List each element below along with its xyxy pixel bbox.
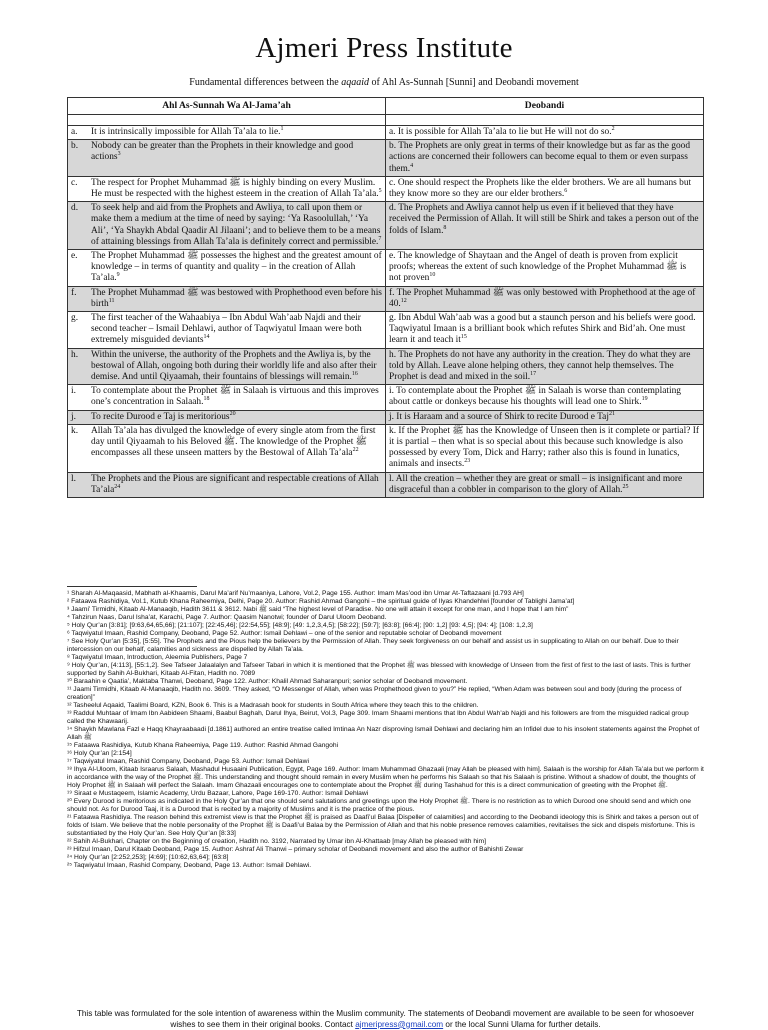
footnotes [67, 590, 704, 870]
item-letter: g. [71, 313, 79, 324]
footnote-item: ⁸ Taqwiyatul Imaan, Introduction, Aleemia Publishers, Page 7 [67, 654, 248, 661]
table-row [68, 176, 704, 201]
footnote-ref[interactable]: 16 [351, 370, 358, 377]
sunni-belief-cell [68, 126, 386, 140]
footnote-item: ² Fataawa Rashidiya, Vol.1, Kutub Khana Raheemiya, Delhi, Page 20. Author: Rashid Ahmad Gangohi – the spiritual guide of Ilyas Khandehlwi [founder of Tablighi Jama’at] [67, 598, 575, 605]
footnote-item: ¹⁸ Ihya Al-Uloom, Kitaab Israarus Salaah, Mashadul Husaaini Publication, Egypt, Page 169. Author: Imam Muhammad Ghazaali [may Allah be pleased with him]. Salaah is the worship for Allah Ta’ala but we perform it in accordance with the way of the Prophet ﷺ. This understanding and thought should remain in every Muslim when he performs his Salaah so that his Salaah is pristine. Without a shadow of doubt, the thoughts of Holy Prophet ﷺ in Salaah will perfect the Salaah. Imam Ghazaali encourages one to contemplate about the Prophet ﷺ during Tashahud for this is a direct communication of greeting with the Prophet ﷺ. [67, 766, 704, 789]
sunni-belief-cell [68, 424, 386, 472]
deobandi-belief-cell [386, 385, 704, 410]
table-row [68, 312, 704, 349]
table-row [68, 286, 704, 311]
table-row [68, 250, 704, 287]
footnote-item: ¹⁶ Holy Qur’an [2:154] [67, 750, 132, 757]
sunni-belief-text: To contemplate about the Prophet ﷺ in Salaah is virtuous and this improves one’s concentration in Salaah. [91, 386, 379, 408]
sunni-belief-text: The respect for Prophet Muhammad ﷺ is highly binding on every Muslim. He must be respected with the highest esteem in the creation of Allah Ta’ala. [91, 177, 379, 200]
footnote-ref[interactable]: 11 [108, 297, 115, 304]
item-letter: a. [71, 127, 78, 137]
footnote-ref[interactable]: 19 [641, 396, 648, 403]
footnote-ref[interactable]: 22 [352, 447, 359, 454]
sunni-belief-text: It is intrinsically impossible for Allah Ta’ala to lie. [91, 127, 281, 137]
deobandi-belief-cell [386, 126, 704, 140]
footnote-item: ²⁰ Every Durood is meritorious as indicated in the Holy Qur’an that one should send salutations and greetings upon the Holy Prophet ﷺ. There is no restriction as to which Durood one should send and which one should not. As for Durood Taaj, it is a Durood that is recited by a majority of Muslims and it is the practice of the pious. [67, 798, 692, 813]
sunni-belief-cell [68, 286, 386, 311]
footnote-item: ¹⁴ Shaykh Mawlana Fazl e Haqq Khayraabaadi [d.1861] authored an entire treatise called Imtinaa An Nazr disproving Ismail Dehlawi and declaring him an Infidel due to his insolent statements against the Prophet of Allah ﷺ [67, 726, 700, 741]
table-row [68, 126, 704, 140]
sunni-belief-text: The first teacher of the Wahaabiya – Ibn Abdul Wah’aab Najdi and their second teacher – Ismail Dehlawi, author of Taqwiyatul Imaan were both extremely misguided deviants [91, 313, 362, 346]
deobandi-belief-text: a. It is possible for Allah Ta’ala to lie but He will not do so. [389, 127, 612, 137]
sunni-belief-text: The Prophet Muhammad ﷺ possesses the highest and the greatest amount of knowledge – in terms of quantity and quality – in the creation of Allah Ta’ala. [91, 251, 382, 284]
footnote-ref[interactable]: 9 [116, 272, 120, 279]
deobandi-belief-cell [386, 410, 704, 424]
footnote-item: ¹⁰ Baraahin e Qaatia’, Maktaba Thanwi, Deoband, Page 122. Author: Khalil Ahmad Saharanpuri; senior scholar of Deobandi movement. [67, 678, 468, 685]
page-title: Ajmeri Press Institute [255, 32, 513, 64]
deobandi-belief-text: f. The Prophet Muhammad ﷺ was only bestowed with Prophethood at the age of 40. [389, 287, 696, 309]
footnote-item: ¹⁹ Siraat e Mustaqeem, Islamic Academy, Urdu Bazaar, Lahore, Page 169-170. Author: Ismail Dehlawi [67, 790, 369, 797]
sunni-belief-cell [68, 250, 386, 287]
footnote-item: ⁵ Holy Qur’an [3:81]; [9:63,64,65,66]; [21:107]; [22:45,46]; [22:54,55]; [48:9]; [49: 1,2,3,4,5]; [58:22]; [59:7]; [63:8]; [66:4]; [90: 1,2] [93: 4,5]; [94: 4]; [108: 1,2,3] [67, 622, 533, 629]
contact-email-link[interactable]: ajmeripress@gmail.com [355, 1019, 444, 1029]
footnote-item: ⁶ Taqwiyatul Imaan, Rashid Company, Deoband, Page 52. Author: Ismail Dehlawi – one of the senior and reputable scholar of Deobandi movement [67, 630, 502, 637]
deobandi-belief-cell [386, 202, 704, 250]
page-subtitle: Fundamental differences between the aqaaid of Ahl As-Sunnah [Sunni] and Deobandi movement [189, 77, 579, 88]
footnote-ref[interactable]: 15 [460, 334, 467, 341]
comparison-table [67, 97, 704, 498]
footnote-item: ⁹ Holy Qur’an, [4:113], [55:1,2]. See Tafseer Jalaalalyn and Tafseer Tabari in which it is mentioned that the Prophet ﷺ was blessed with knowledge of Unseen from the first of first to the last of lasts. This is further supported by Sahih Al-Bukhari, Kitaab Al-Fitan, Hadith no. 7089 [67, 662, 691, 677]
item-letter: h. [71, 349, 79, 360]
deobandi-belief-cell [386, 176, 704, 201]
footnote-ref[interactable]: 24 [114, 483, 121, 490]
deobandi-belief-cell [386, 312, 704, 349]
footnote-item: ¹ Sharah Al-Maqaasid, Mabhath al-Khaamis, Darul Ma’arif Nu’maaniya, Lahore, Vol.2, Page 155. Author: Imam Mas’ood ibn Umar At-Taftazaani [d.793 AH] [67, 590, 524, 597]
table-row [68, 410, 704, 424]
subtitle-italic: aqaaid [341, 77, 370, 88]
footnote-item: ¹¹ Jaami Tirmidhi, Kitaab Al-Manaaqib, Hadith no. 3609. ‘They asked, “O Messenger of Allah, when was Prophethood given to you?” He replied, “When Adam was between soul and body [during the process of creation]” [67, 686, 682, 701]
footer-note: This table was formulated for the sole intention of awareness within the Muslim community. The statements of Deobandi movement are available to be seen for whosoever wishes to see them in their original books. Contact ajmeripress@gmail.com or the local Sunni Ulama for further details. [76, 1009, 695, 1029]
item-letter: j. [71, 411, 76, 422]
deobandi-belief-cell [386, 250, 704, 287]
sunni-belief-text: Allah Ta’ala has divulged the knowledge of every single atom from the first day until Qiyaamah to his Beloved ﷺ. The knowledge of the Prophet ﷺ encompasses all these unseen matters by the Bestowal of Allah Ta’ala [91, 425, 376, 459]
table-row [68, 385, 704, 410]
deobandi-belief-text: d. The Prophets and Awliya cannot help us even if it believed that they have received the Permission of Allah. It will still be Shirk and takes a person out of the folds of Islam. [389, 203, 699, 236]
footnote-divider [67, 586, 197, 587]
footnote-item: ¹² Tasheelul Aqaaid, Taalimi Board, KZN, Book 6. This is a Madrasah book for students in South Africa where they teach this to the children. [67, 702, 479, 709]
footnote-ref[interactable]: 20 [229, 410, 236, 417]
item-letter: b. [71, 141, 79, 152]
footnote-item: ⁴ Tahzirun Naas, Darul Isha’at, Karachi, Page 7. Author: Qaasim Nanotwi; founder of Darul Uloom Deoband. [67, 614, 387, 621]
sunni-belief-text: To seek help and aid from the Prophets and Awliya, to call upon them or make them a medium at the time of need by saying: ‘Ya Rasoolullah,’ ‘Ya Ali’, ‘Ya Shaykh Abdal Qaadir Al Jilaani’; and to believe them to be a means of attaining blessings from Allah Ta’ala is definitely correct and permissible. [91, 203, 381, 247]
footnote-item: ²¹ Fataawa Rashidiya. The reason behind this extremist view is that the Prophet ﷺ is praised as Daafi’ul Balaa [Dispeller of calamities] and according to the Deobandi ideology this is Shirk and takes a person out of folds of Islam. We believe that the noble personality of the Prophet ﷺ is Daafi’ul Balaa by the Permission of Allah and that his noble presence removes calamities, revitalises the sick and dispels misfortune. This is substantiated by the Holy Qur’an. See Holy Qur’an [8:33] [67, 814, 699, 837]
sunni-belief-cell [68, 410, 386, 424]
deobandi-belief-text: g. Ibn Abdul Wah’aab was a good but a staunch person and his beliefs were good. Taqwiyatul Imaan is a brilliant book which refutes Shirk and Bid’ah. One must learn it and teach it [389, 313, 696, 346]
footnote-ref[interactable]: 18 [203, 396, 210, 403]
footnote-ref[interactable]: 5 [378, 187, 382, 194]
item-letter: i. [71, 386, 76, 397]
item-letter: f. [71, 287, 77, 298]
table-row [68, 472, 704, 497]
footnote-ref[interactable]: 10 [429, 272, 436, 279]
deobandi-belief-text: j. It is Haraam and a source of Shirk to recite Durood e Taj [389, 411, 609, 422]
footnote-item: ³ Jaami’ Tirmidhi, Kitaab Al-Manaaqib, Hadith 3611 & 3612. Nabi ﷺ said “The highest level of Paradise. No one will attain it except for one man, and I hope that I am him” [67, 606, 569, 613]
footnote-item: ¹⁷ Taqwiyatul Imaan, Rashid Company, Deoband, Page 53. Author: Ismail Dehlawi [67, 758, 309, 765]
sunni-belief-cell [68, 202, 386, 250]
sunni-belief-text: Within the universe, the authority of the Prophets and the Awliya is, by the bestowal of Allah, ongoing both during their worldly life and also after their demise. And until Qiyaamah, their fountains of blessings will remain. [91, 349, 377, 383]
deobandi-belief-cell [386, 140, 704, 177]
sunni-belief-text: To recite Durood e Taj is meritorious [91, 411, 230, 422]
footnote-ref[interactable]: 14 [203, 334, 210, 341]
footnote-ref[interactable]: 23 [464, 458, 471, 465]
deobandi-belief-text: b. The Prophets are only great in terms of their knowledge but as far as the good actions are concerned their followers can become equal to them or even surpass them. [389, 141, 691, 174]
footnote-item: ²⁴ Holy Qur’an [2:252,253]; [4:69]; [10:62,63,64]; [63:8] [67, 854, 229, 861]
item-letter: d. [71, 203, 79, 214]
sunni-belief-text: The Prophet Muhammad ﷺ was bestowed with Prophethood even before his birth [91, 287, 382, 309]
item-letter: k. [71, 425, 79, 436]
column-header-deobandi: Deobandi [386, 98, 704, 115]
deobandi-belief-text: c. One should respect the Prophets like the elder brothers. We are all humans but they know more so they are our elder brothers. [389, 177, 692, 200]
footnote-ref[interactable]: 1 [280, 125, 284, 132]
deobandi-belief-text: k. If the Prophet ﷺ has the Knowledge of Unseen then is it complete or partial? If it is partial – then what is so special about this because such knowledge is also possessed by every Tom, Dick and Harry; rather also this is found in lunatics, animals and insects. [389, 425, 699, 470]
table-row [68, 140, 704, 177]
footnote-ref[interactable]: 4 [410, 162, 414, 169]
deobandi-belief-text: h. The Prophets do not have any authority in the creation. They do what they are told by Allah. Leave alone helping others, they cannot help themselves. The Prophet is dead and mixed in the soil. [389, 349, 691, 383]
sunni-belief-cell [68, 140, 386, 177]
footnote-ref[interactable]: 21 [608, 410, 615, 417]
deobandi-belief-text: i. To contemplate about the Prophet ﷺ in Salaah is worse than contemplating about cattle or donkeys because his thoughts will lead one to Shirk. [389, 386, 681, 408]
footnote-ref[interactable]: 7 [378, 235, 382, 242]
footnote-ref[interactable]: 2 [611, 125, 615, 132]
footnote-item: ⁷ See Holy Qur’an [5:35], [5:55]. The Prophets and the Pious help the believers by the Permission of Allah. They seek forgiveness on our behalf and assist us in supplicating to Allah on our behalf. Due to their intercession on our behalf, calamities and sickness are dispelled by Allah Ta’ala. [67, 638, 679, 653]
item-letter: e. [71, 251, 78, 262]
deobandi-belief-cell [386, 286, 704, 311]
deobandi-belief-cell [386, 348, 704, 385]
deobandi-belief-cell [386, 424, 704, 472]
footnote-ref[interactable]: 17 [530, 370, 537, 377]
footnote-item: ¹⁵ Fataawa Rashidiya, Kutub Khana Raheemiya, Page 119. Author: Rashid Ahmad Gangohi [67, 742, 339, 749]
footnote-ref[interactable]: 3 [117, 151, 121, 158]
footnote-item: ²² Sahih Al-Bukhari, Chapter on the Beginning of creation, Hadith no. 3192, Narrated by Umar ibn Al-Khattaab [may Allah be pleased with him] [67, 838, 486, 845]
item-letter: l. [71, 473, 76, 484]
table-row [68, 348, 704, 385]
item-letter: c. [71, 177, 78, 188]
table-row [68, 424, 704, 472]
sunni-belief-cell [68, 472, 386, 497]
column-header-sunni: Ahl As-Sunnah Wa Al-Jama’ah [68, 98, 386, 115]
deobandi-belief-text: e. The knowledge of Shaytaan and the Angel of death is proven from explicit proofs; whereas the extent of such knowledge of the Prophet Muhammad ﷺ is not proven [389, 251, 687, 284]
footnote-item: ²⁵ Taqwiyatul Imaan, Rashid Company, Deoband, Page 13. Author: Ismail Dehlawi. [67, 862, 312, 869]
sunni-belief-cell [68, 312, 386, 349]
deobandi-belief-cell [386, 472, 704, 497]
spacer-row [68, 115, 704, 126]
footnote-item: ¹³ Raddul Muhtaar of Imam Ibn Aabideen Shaami, Baabul Baghah, Darul Ihya, Beirut, Vol.3, Page 309. Imam Shaami mentions that Ibn Abdul Wah’ab Najdi and his followers are from the misguided radical group called the Khawaarij. [67, 710, 689, 725]
footnote-item: ²³ Hifzul Imaan, Darul Kitaab Deoband, Page 15. Author: Ashraf Ali Thanwi – primary scholar of Deobandi movement and also the author of Bahishti Zewar [67, 846, 524, 853]
sunni-belief-cell [68, 176, 386, 201]
footnote-ref[interactable]: 8 [443, 224, 447, 231]
sunni-belief-text: Nobody can be greater than the Prophets in their knowledge and good actions [91, 141, 354, 163]
sunni-belief-cell [68, 348, 386, 385]
footnote-ref[interactable]: 6 [564, 187, 568, 194]
sunni-belief-cell [68, 385, 386, 410]
footnote-ref[interactable]: 25 [622, 483, 629, 490]
footnote-ref[interactable]: 12 [400, 297, 407, 304]
table-row [68, 202, 704, 250]
deobandi-belief-text: l. All the creation – whether they are great or small – is insignificant and more disgraceful than a cobbler in comparison to the glory of Allah. [389, 473, 683, 495]
sunni-belief-text: The Prophets and the Pious are significant and respectable creations of Allah Ta’ala [91, 473, 379, 495]
